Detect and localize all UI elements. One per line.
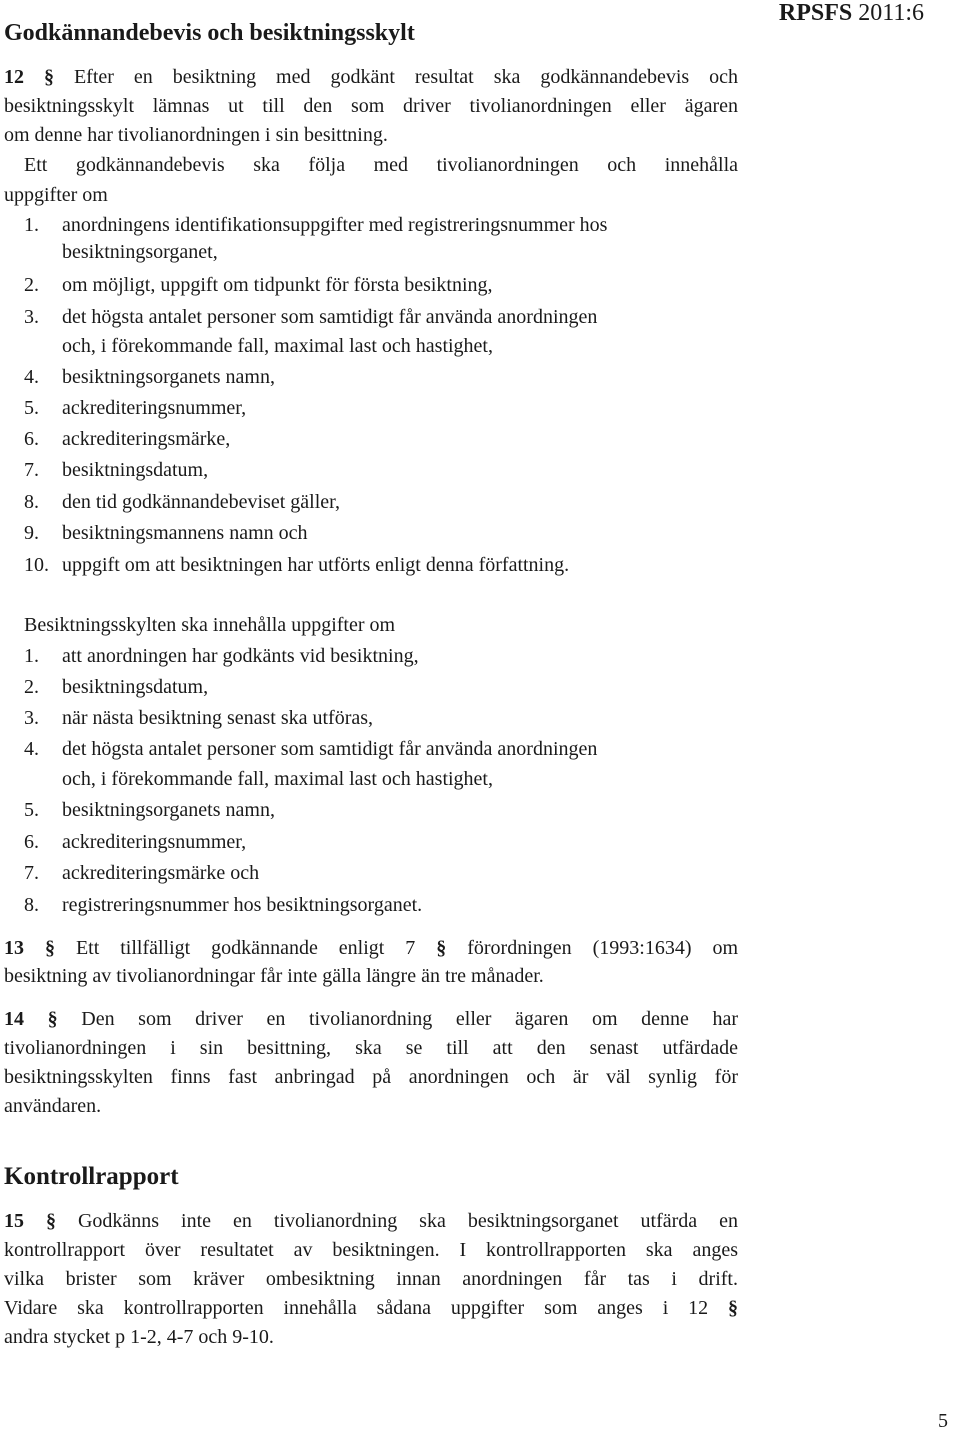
para-12-intro-1: Ett godkännandebevis ska följa med tivolianordningen och innehålla bbox=[24, 154, 738, 176]
list-item-continuation: och, i förekommande fall, maximal last och hastighet, bbox=[62, 768, 493, 790]
list-item: 3. det högsta antalet personer som samtidigt får använda anordningen bbox=[24, 306, 598, 328]
para-15-number: 15 bbox=[4, 1210, 24, 1232]
document-code bbox=[779, 0, 924, 27]
skylt-intro: Besiktningsskylten ska innehålla uppgifter om bbox=[24, 614, 396, 636]
para-15-line-2: kontrollrapport över resultatet av besiktningen. I kontrollrapporten ska anges bbox=[4, 1239, 738, 1261]
list-item: 6. ackrediteringsmärke, bbox=[24, 428, 231, 450]
para-13-number: 13 bbox=[4, 937, 24, 959]
para-13-ref-symbol: § bbox=[436, 937, 447, 959]
para-14-symbol: § bbox=[47, 1008, 58, 1030]
list-item-continuation: och, i förekommande fall, maximal last och hastighet, bbox=[62, 335, 493, 357]
para-15-line-3: vilka brister som kräver ombesiktning innan anordningen får tas i drift. bbox=[4, 1268, 738, 1290]
para-13-line-1: 13 § Ett tillfälligt godkännande enligt 7 § förordningen (1993:1634) om bbox=[4, 937, 739, 959]
list-item: 6. ackrediteringsnummer, bbox=[24, 831, 247, 853]
para-12-symbol: § bbox=[43, 66, 54, 88]
document-year: 2011:6 bbox=[858, 0, 924, 26]
para-14-number: 14 bbox=[4, 1008, 24, 1030]
para-12-number: 12 bbox=[4, 66, 24, 88]
list-item: 1. anordningens identifikationsuppgifter med registreringsnummer hos bbox=[24, 214, 608, 236]
page-number: 5 bbox=[938, 1410, 948, 1432]
list-item: 9. besiktningsmannens namn och bbox=[24, 522, 308, 544]
para-15-symbol: § bbox=[45, 1210, 56, 1232]
para-12-text: Efter en besiktning med godkänt resultat ska godkännandebevis och bbox=[73, 66, 739, 88]
list-item: 8. registreringsnummer hos besiktningsorganet. bbox=[24, 894, 423, 916]
list-item-continuation: besiktningsorganet, bbox=[62, 241, 218, 263]
list-item: 7. besiktningsdatum, bbox=[24, 459, 209, 481]
para-15-line-1: 15 § Godkänns inte en tivolianordning ska besiktningsorganet utfärda en bbox=[4, 1210, 739, 1232]
section-title: Godkännandebevis och besiktningsskylt bbox=[4, 20, 415, 46]
list-item: 10. uppgift om att besiktningen har utförts enligt denna författning. bbox=[24, 554, 570, 576]
list-item: 3. när nästa besiktning senast ska utföras, bbox=[24, 707, 374, 729]
para-15-line-4: Vidare ska kontrollrapporten innehålla sådana uppgifter som anges i 12 § bbox=[4, 1297, 739, 1319]
list-item: 5. besiktningsorganets namn, bbox=[24, 799, 275, 821]
para-14-line-1: 14 § Den som driver en tivolianordning eller ägaren om denne har bbox=[4, 1008, 739, 1030]
list-item: 8. den tid godkännandebeviset gäller, bbox=[24, 491, 340, 513]
para-14-line-4: användaren. bbox=[4, 1095, 102, 1117]
para-14-line-3: besiktningsskylten finns fast anbringad på anordningen och är väl synlig för bbox=[4, 1066, 738, 1088]
document-series: RPSFS bbox=[778, 0, 853, 26]
list-item: 7. ackrediteringsmärke och bbox=[24, 862, 260, 884]
para-13-symbol: § bbox=[44, 937, 55, 959]
para-14-line-2: tivolianordningen i sin besittning, ska se till att den senast utfärdade bbox=[4, 1037, 738, 1059]
para-12-intro-2: uppgifter om bbox=[4, 184, 108, 206]
para-15-line-5: andra stycket p 1-2, 4-7 och 9-10. bbox=[4, 1326, 274, 1348]
section-heading-kontrollrapport: Kontrollrapport bbox=[4, 1163, 179, 1190]
para-12-line-1 bbox=[4, 63, 738, 91]
para-13-line-2: besiktning av tivolianordningar får inte gälla längre än tre månader. bbox=[4, 965, 544, 987]
para-12-line-2: besiktningsskylt lämnas ut till den som driver tivolianordningen eller ägaren bbox=[4, 95, 738, 117]
list-item: 2. om möjligt, uppgift om tidpunkt för första besiktning, bbox=[24, 274, 493, 296]
list-item: 1. att anordningen har godkänts vid besiktning, bbox=[24, 645, 419, 667]
para-12-line-3: om denne har tivolianordningen i sin besittning. bbox=[4, 124, 388, 146]
list-item: 4. besiktningsorganets namn, bbox=[24, 366, 275, 388]
list-item: 2. besiktningsdatum, bbox=[24, 676, 209, 698]
para-15-ref-symbol: § bbox=[728, 1297, 739, 1319]
list-item: 4. det högsta antalet personer som samtidigt får använda anordningen bbox=[24, 738, 598, 760]
list-item: 5. ackrediteringsnummer, bbox=[24, 397, 247, 419]
